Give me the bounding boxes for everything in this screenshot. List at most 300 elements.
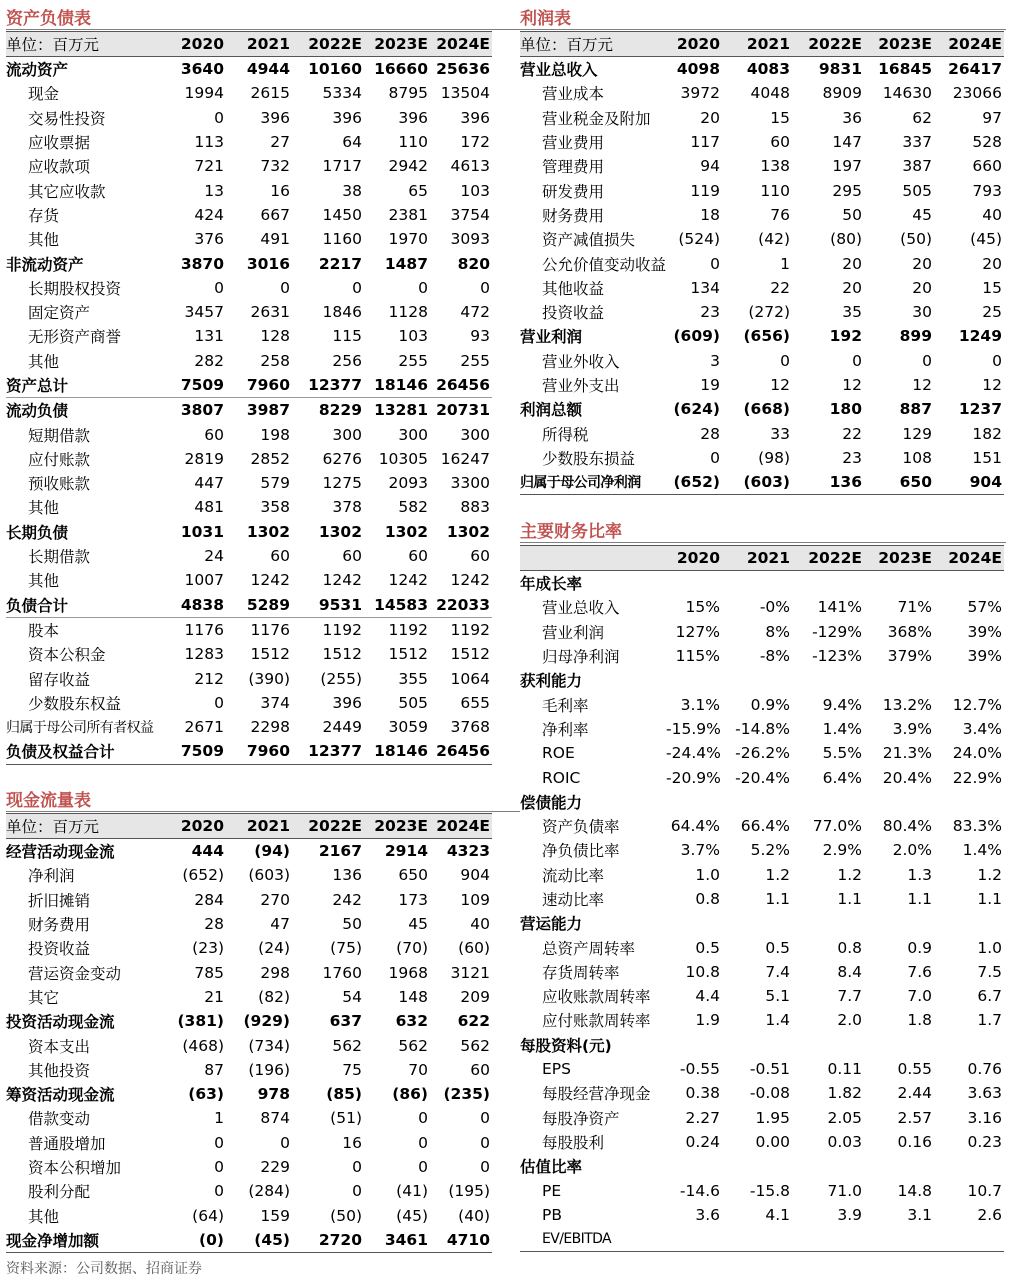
row-label: 获利能力: [520, 672, 583, 691]
row-label: 管理费用: [542, 158, 605, 177]
table-row: [520, 57, 1004, 82]
value-cell: [666, 1154, 722, 1178]
value-cell: [722, 1227, 792, 1252]
value-cell: -14.8%: [735, 719, 790, 738]
table-row: [520, 717, 1004, 741]
value-cell: 26456: [436, 376, 490, 394]
value-cell: 0.55: [897, 1060, 932, 1079]
row-label: PB: [542, 1205, 562, 1224]
row-label: 长期负债: [6, 523, 69, 542]
value-cell: 64: [342, 133, 362, 152]
value-cell: 60: [270, 547, 290, 566]
table-row: [6, 960, 492, 984]
value-cell: 0: [992, 351, 1002, 370]
value-cell: 1450: [322, 205, 362, 224]
value-cell: 2671: [184, 718, 224, 737]
value-cell: 0: [418, 1133, 428, 1152]
value-cell: 2.44: [897, 1084, 932, 1103]
value-cell: 5334: [322, 84, 362, 103]
value-cell: 192: [829, 327, 862, 346]
year-header: 2024E: [934, 32, 1004, 57]
balance-title-rule: [6, 29, 520, 30]
value-cell: 4710: [430, 1228, 492, 1253]
table-row: [520, 106, 1004, 130]
table-row: [6, 520, 492, 544]
value-cell: 30: [912, 303, 932, 322]
table-row: [6, 715, 492, 739]
value-cell: 0: [480, 278, 490, 297]
value-cell: 295: [832, 181, 862, 200]
value-cell: 1.1: [977, 890, 1002, 908]
value-cell: 481: [194, 498, 224, 517]
value-cell: 173: [398, 890, 428, 909]
table-row: [520, 1008, 1004, 1032]
value-cell: 113: [194, 133, 224, 152]
table-row: [6, 1082, 492, 1106]
value-cell: 1.4%: [962, 841, 1002, 860]
table-row: [520, 1154, 1004, 1178]
value-cell: -0%: [759, 598, 790, 617]
value-cell: [934, 571, 1004, 596]
value-cell: 0: [214, 1182, 224, 1201]
row-label: 营运能力: [520, 915, 583, 934]
value-cell: 4613: [450, 157, 490, 176]
value-cell: (51): [330, 1109, 362, 1128]
table-row: [6, 227, 492, 251]
unit-label: 单位：百万元: [6, 32, 166, 57]
table-row: [520, 1106, 1004, 1130]
value-cell: -15.9%: [666, 719, 721, 738]
value-cell: 2298: [250, 718, 290, 737]
value-cell: 0.11: [827, 1060, 862, 1079]
value-cell: 255: [398, 351, 428, 370]
value-cell: 4838: [180, 595, 224, 614]
value-cell: 25: [982, 303, 1002, 322]
value-cell: -8%: [759, 647, 790, 666]
year-header: 2021: [722, 546, 792, 571]
value-cell: 50: [342, 915, 362, 934]
value-cell: 2852: [250, 449, 290, 468]
table-row: [6, 1228, 492, 1253]
value-cell: 3.63: [967, 1084, 1002, 1103]
value-cell: 258: [260, 351, 290, 370]
value-cell: 883: [460, 498, 490, 517]
value-cell: 1994: [184, 84, 224, 103]
value-cell: 0.9: [907, 938, 932, 957]
table-row: [6, 276, 492, 300]
table-row: [520, 421, 1004, 445]
value-cell: (24): [258, 939, 290, 958]
table-row: [520, 251, 1004, 275]
row-label: 非流动资产: [6, 255, 84, 274]
value-cell: 22.9%: [952, 768, 1002, 787]
value-cell: 9531: [318, 595, 362, 614]
income-statement-title: 利润表: [520, 9, 571, 29]
value-cell: 1.1: [907, 890, 932, 908]
value-cell: 117: [690, 133, 720, 152]
row-label: 应收款项: [28, 158, 91, 177]
value-cell: [792, 571, 864, 596]
table-row: [6, 154, 492, 178]
value-cell: 119: [690, 181, 720, 200]
table-row: [6, 568, 492, 592]
value-cell: 3.16: [967, 1108, 1002, 1127]
value-cell: 0: [418, 1158, 428, 1176]
table-row: [520, 397, 1004, 421]
row-label: PE: [542, 1181, 562, 1200]
value-cell: (195): [448, 1182, 490, 1201]
value-cell: 0: [214, 108, 224, 127]
value-cell: 300: [398, 425, 428, 444]
value-cell: 23: [700, 303, 720, 322]
value-cell: 1.0: [977, 938, 1002, 957]
value-cell: 284: [194, 890, 224, 909]
table-row: [6, 106, 492, 130]
value-cell: 0: [352, 1182, 362, 1201]
value-cell: 13: [204, 181, 224, 200]
value-cell: 6276: [322, 449, 362, 468]
year-header: 2022E: [792, 546, 864, 571]
value-cell: 60: [470, 1060, 490, 1079]
value-cell: 3.9%: [892, 719, 932, 738]
value-cell: 300: [460, 425, 490, 444]
value-cell: 62: [912, 108, 932, 127]
table-row: [520, 276, 1004, 300]
value-cell: 159: [260, 1206, 290, 1225]
value-cell: 1.2: [977, 865, 1002, 884]
year-header: 2023E: [864, 32, 934, 57]
value-cell: 1176: [166, 617, 226, 642]
value-cell: 47: [270, 915, 290, 934]
row-label: ROIC: [542, 768, 581, 787]
row-label: 其他: [28, 572, 60, 591]
table-row: [520, 790, 1004, 814]
value-cell: 4.1: [765, 1205, 790, 1224]
value-cell: 14.8: [897, 1181, 932, 1200]
value-cell: 3093: [450, 230, 490, 249]
value-cell: [864, 1154, 934, 1178]
value-cell: 6.7: [977, 987, 1002, 1006]
year-header: 2023E: [364, 32, 430, 57]
table-row: [520, 571, 1004, 596]
value-cell: 97: [982, 108, 1002, 127]
row-label: 营业外收入: [542, 352, 620, 371]
value-cell: 2093: [388, 474, 428, 493]
value-cell: 0.5: [695, 938, 720, 957]
row-label: 归母净利润: [542, 648, 620, 667]
value-cell: 25636: [436, 60, 490, 79]
value-cell: 424: [194, 205, 224, 224]
value-cell: 22: [842, 424, 862, 443]
value-cell: 0: [480, 1158, 490, 1176]
value-cell: [934, 790, 1004, 814]
table-row: [6, 1058, 492, 1082]
table-row: [6, 324, 492, 348]
value-cell: [864, 571, 934, 596]
value-cell: 9.4%: [822, 695, 862, 714]
value-cell: 16845: [878, 60, 932, 79]
row-label: 营业成本: [542, 85, 605, 104]
table-row: [520, 1033, 1004, 1057]
value-cell: 3.4%: [962, 719, 1002, 738]
row-label: 速动比率: [542, 891, 605, 909]
row-label: 负债合计: [6, 596, 69, 615]
value-cell: 4944: [246, 60, 290, 79]
value-cell: 5.5%: [822, 744, 862, 763]
table-row: [6, 1155, 492, 1179]
table-row: [520, 349, 1004, 373]
value-cell: [666, 911, 722, 935]
value-cell: [666, 668, 722, 692]
value-cell: [722, 1033, 792, 1057]
year-header: 2022E: [792, 32, 864, 57]
row-label: 公允价值变动收益: [542, 255, 666, 274]
year-header: 2024E: [430, 814, 492, 839]
value-cell: [722, 790, 792, 814]
value-cell: 1968: [388, 963, 428, 982]
table-row: [6, 1131, 492, 1155]
row-label: 交易性投资: [28, 109, 106, 128]
value-cell: 270: [260, 890, 290, 909]
value-cell: 376: [194, 230, 224, 249]
value-cell: 115%: [675, 647, 720, 666]
value-cell: 1.7: [977, 1011, 1002, 1030]
row-label: 其他: [28, 1207, 60, 1226]
value-cell: (40): [458, 1206, 490, 1225]
value-cell: 21: [204, 987, 224, 1006]
value-cell: 0.76: [967, 1060, 1002, 1079]
value-cell: (50): [900, 230, 932, 249]
value-cell: 83.3%: [952, 817, 1002, 836]
value-cell: 0: [280, 1133, 290, 1152]
value-cell: 7.0: [907, 987, 932, 1006]
table-row: [520, 765, 1004, 789]
value-cell: 15: [982, 278, 1002, 297]
value-cell: 721: [194, 157, 224, 176]
balance-sheet-table: [6, 31, 492, 765]
value-cell: 655: [460, 693, 490, 712]
value-cell: 7.7: [837, 987, 862, 1006]
value-cell: 582: [398, 498, 428, 517]
row-label: 资产总计: [6, 377, 69, 395]
value-cell: 3640: [180, 60, 224, 79]
value-cell: [666, 1033, 722, 1057]
value-cell: 396: [398, 108, 428, 127]
value-cell: 108: [902, 448, 932, 467]
value-cell: 2914: [384, 842, 428, 861]
table-row: [520, 178, 1004, 202]
value-cell: 1302: [384, 522, 428, 541]
table-row: [6, 422, 492, 446]
value-cell: 2.0%: [892, 841, 932, 860]
value-cell: 2.27: [685, 1108, 720, 1127]
value-cell: (45): [396, 1206, 428, 1225]
value-cell: 12: [912, 376, 932, 394]
value-cell: 148: [398, 987, 428, 1006]
value-cell: 505: [398, 693, 428, 712]
table-row: [520, 620, 1004, 644]
value-cell: 7509: [166, 739, 226, 764]
value-cell: 60: [470, 547, 490, 566]
value-cell: 229: [260, 1158, 290, 1176]
value-cell: (656): [743, 327, 790, 346]
value-cell: 1176: [226, 617, 292, 642]
value-cell: 622: [457, 1012, 490, 1031]
table-row: [520, 984, 1004, 1008]
value-cell: 378: [332, 498, 362, 517]
value-cell: [722, 911, 792, 935]
value-cell: 110: [398, 133, 428, 152]
value-cell: 24.0%: [952, 744, 1002, 763]
value-cell: 444: [191, 842, 224, 861]
table-row: [520, 692, 1004, 716]
value-cell: 18146: [374, 376, 428, 394]
value-cell: 1242: [250, 571, 290, 590]
value-cell: (50): [330, 1206, 362, 1225]
value-cell: (652): [182, 866, 224, 885]
row-label: 其它应收款: [28, 182, 106, 201]
value-cell: [792, 1227, 864, 1252]
value-cell: 57%: [967, 598, 1002, 617]
value-cell: 1.8: [907, 1011, 932, 1030]
row-label: 筹资活动现金流: [6, 1086, 115, 1105]
value-cell: 0: [780, 351, 790, 370]
value-cell: 3768: [450, 718, 490, 737]
table-row: [6, 447, 492, 471]
row-label: 现金: [28, 85, 60, 104]
table-header-row: [6, 32, 492, 57]
value-cell: 0: [214, 693, 224, 712]
value-cell: 1.2: [837, 865, 862, 884]
value-cell: (734): [248, 1036, 290, 1055]
row-label: 偿债能力: [520, 793, 583, 812]
value-cell: (42): [758, 230, 790, 249]
value-cell: [792, 790, 864, 814]
value-cell: 198: [260, 425, 290, 444]
unit-label: [520, 546, 666, 571]
value-cell: 20: [700, 108, 720, 127]
unit-label: 单位：百万元: [6, 814, 166, 839]
value-cell: 472: [460, 303, 490, 322]
table-row: [520, 863, 1004, 887]
value-cell: 197: [832, 157, 862, 176]
row-label: 其他: [28, 231, 60, 250]
value-cell: 129: [902, 424, 932, 443]
value-cell: 15%: [685, 598, 720, 617]
row-label: 经营活动现金流: [6, 843, 115, 862]
value-cell: 7509: [180, 376, 224, 394]
table-row: [520, 741, 1004, 765]
value-cell: 28: [204, 915, 224, 934]
value-cell: 1.9: [695, 1011, 720, 1030]
year-header: 2023E: [364, 814, 430, 839]
value-cell: 5.2%: [750, 841, 790, 860]
value-cell: 3.9: [837, 1205, 862, 1224]
table-row: [520, 838, 1004, 862]
value-cell: 180: [829, 400, 862, 419]
value-cell: (235): [443, 1085, 490, 1104]
value-cell: -123%: [812, 647, 862, 666]
row-label: 年成长率: [520, 575, 583, 594]
row-label: 每股资料(元): [520, 1036, 612, 1055]
value-cell: 3972: [680, 84, 720, 103]
value-cell: 10.7: [967, 1181, 1002, 1200]
value-cell: 2449: [322, 718, 362, 737]
value-cell: 1: [780, 254, 790, 273]
value-cell: [934, 1227, 1004, 1252]
value-cell: 904: [934, 470, 1004, 495]
table-row: [6, 863, 492, 887]
value-cell: 109: [460, 890, 490, 909]
value-cell: (929): [243, 1012, 290, 1031]
value-cell: 1970: [388, 230, 428, 249]
value-cell: (603): [248, 866, 290, 885]
row-label: 少数股东损益: [542, 449, 636, 468]
value-cell: 0: [480, 1133, 490, 1152]
value-cell: 1192: [364, 617, 430, 642]
value-cell: 2217: [318, 254, 362, 273]
value-cell: 10160: [308, 60, 362, 79]
value-cell: 8795: [388, 84, 428, 103]
value-cell: 1.2: [765, 865, 790, 884]
row-label: 其他: [28, 352, 60, 371]
value-cell: 45: [408, 915, 428, 934]
value-cell: 35: [842, 303, 862, 322]
value-cell: 71%: [897, 598, 932, 617]
row-label: 净利润: [28, 867, 75, 886]
value-cell: 0.8: [837, 938, 862, 957]
row-label: 负债及权益合计: [6, 739, 166, 764]
value-cell: 33: [770, 424, 790, 443]
value-cell: 10305: [378, 449, 428, 468]
value-cell: 1.1: [765, 890, 790, 908]
row-label: 长期股权投资: [28, 279, 122, 298]
row-label: 其他收益: [542, 279, 605, 298]
row-label: 资本公积金: [28, 646, 106, 665]
value-cell: 26417: [948, 60, 1002, 79]
value-cell: 76: [770, 205, 790, 224]
value-cell: -15.8: [749, 1181, 790, 1200]
value-cell: 26456: [430, 739, 492, 764]
value-cell: 54: [342, 987, 362, 1006]
value-cell: 110: [760, 181, 790, 200]
value-cell: 1302: [446, 522, 490, 541]
value-cell: 131: [194, 327, 224, 346]
value-cell: (668): [743, 400, 790, 419]
value-cell: 7.4: [765, 962, 790, 981]
value-cell: 12.7%: [952, 695, 1002, 714]
table-row: [6, 691, 492, 715]
value-cell: 12: [842, 376, 862, 394]
year-header: 2021: [722, 32, 792, 57]
value-cell: 60: [342, 547, 362, 566]
table-row: [520, 911, 1004, 935]
row-label: 留存收益: [28, 670, 91, 689]
table-row: [520, 130, 1004, 154]
value-cell: 1302: [318, 522, 362, 541]
table-row: [520, 1057, 1004, 1081]
value-cell: 1007: [184, 571, 224, 590]
year-header: 2020: [666, 32, 722, 57]
value-cell: 0.5: [765, 938, 790, 957]
table-row: [6, 936, 492, 960]
value-cell: (98): [758, 448, 790, 467]
row-label: 净负债比率: [542, 842, 620, 861]
value-cell: [864, 790, 934, 814]
value-cell: 3987: [226, 398, 292, 423]
value-cell: 147: [832, 133, 862, 152]
value-cell: 21.3%: [882, 744, 932, 763]
